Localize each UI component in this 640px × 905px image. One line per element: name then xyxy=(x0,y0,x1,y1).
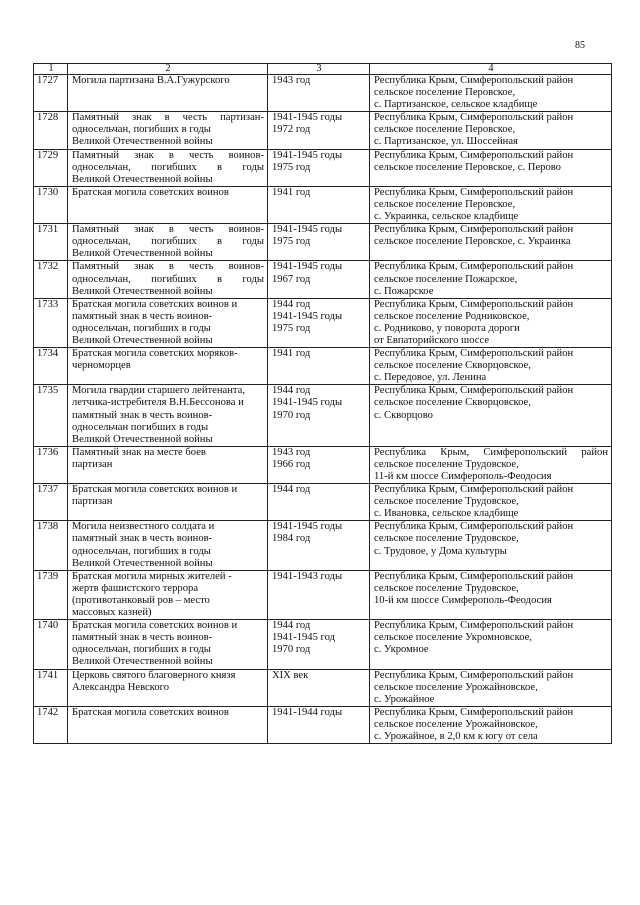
year-cell xyxy=(268,669,370,706)
location-line: сельское поселение Урожайновское, xyxy=(374,718,538,730)
monument-name-line: односельчан погибших в годы xyxy=(72,421,209,433)
year-line: 1943 год xyxy=(272,75,311,86)
year-line: 1966 год xyxy=(272,458,311,470)
monument-name-line: односельчан, погибших в годы xyxy=(72,124,211,136)
location-line: Республика Крым, Симферопольский район xyxy=(374,620,574,632)
monument-name-line: Братская могила советских воинов и xyxy=(72,298,238,310)
row-number: 1738 xyxy=(34,521,68,570)
location-line: Республика Крым, Симферопольский район xyxy=(374,261,574,273)
table-row xyxy=(34,669,612,706)
location-line: сельское поселение Перовское, xyxy=(374,198,516,210)
location-cell xyxy=(370,186,612,223)
year-cell xyxy=(268,261,370,298)
location-line: 10-й км шоссе Симферополь-Феодосия xyxy=(374,594,552,606)
location-line: сельское поселение Скворцовское, xyxy=(374,397,531,409)
year-cell xyxy=(268,186,370,223)
monument-name-cell xyxy=(68,224,268,261)
location-line: с. Трудовое, у Дома культуры xyxy=(374,545,507,557)
location-cell xyxy=(370,224,612,261)
monument-name-line: Памятный знак в честь воинов- xyxy=(72,224,264,236)
monument-name-line: партизан xyxy=(72,496,113,508)
monument-name-line: Могила гвардии старшего лейтенанта, xyxy=(72,385,246,397)
location-line: с. Укромное xyxy=(374,644,429,656)
monument-name-line: Великой Отечественной войны xyxy=(72,557,213,569)
monument-name-line: Братская могила советских воинов xyxy=(72,186,229,198)
table-row xyxy=(34,149,612,186)
monument-name-line: односельчан, погибших в годы xyxy=(72,161,264,173)
monument-name-line: памятный знак в честь воинов- xyxy=(72,310,213,322)
row-number: 1739 xyxy=(34,570,68,619)
monument-name-cell xyxy=(68,112,268,149)
location-line: с. Урожайное, в 2,0 км к югу от села xyxy=(374,730,538,742)
monument-name-line: партизан xyxy=(72,458,113,470)
year-line: 1944 год xyxy=(272,298,311,310)
year-cell xyxy=(268,149,370,186)
monuments-table xyxy=(33,63,612,744)
row-number: 1737 xyxy=(34,484,68,521)
row-number: 1728 xyxy=(34,112,68,149)
year-line: 1941-1945 годы xyxy=(272,521,343,533)
row-number: 1731 xyxy=(34,224,68,261)
monument-name-line: памятный знак в честь воинов- xyxy=(72,632,213,644)
year-line: 1941 год xyxy=(272,348,311,360)
year-line: 1970 год xyxy=(272,409,311,421)
location-cell xyxy=(370,112,612,149)
year-cell xyxy=(268,446,370,483)
location-line: сельское поселение Перовское, с. Украинка xyxy=(374,236,571,248)
monument-name-line: односельчан, погибших в годы xyxy=(72,273,264,285)
monument-name-cell xyxy=(68,298,268,347)
location-line: с. Родниково, у поворота дороги xyxy=(374,322,520,334)
location-line: сельское поселение Пожарское, xyxy=(374,273,518,285)
location-line: Республика Крым, Симферопольский район xyxy=(374,186,574,198)
location-cell xyxy=(370,298,612,347)
year-line: 1941-1945 годы xyxy=(272,397,343,409)
table-row xyxy=(34,224,612,261)
table-row xyxy=(34,112,612,149)
location-line: Республика Крым, Симферопольский район xyxy=(374,706,574,718)
monument-name-cell xyxy=(68,186,268,223)
location-line: сельское поселение Укромновское, xyxy=(374,632,532,644)
location-line: Республика Крым, Симферопольский район xyxy=(374,570,574,582)
location-line: Республика Крым, Симферопольский район xyxy=(374,224,574,236)
location-line: с. Украинка, сельское кладбище xyxy=(374,211,519,223)
year-line: 1943 год xyxy=(272,446,311,458)
monument-name-line: Могила партизана В.А.Гужурского xyxy=(72,75,230,86)
location-line: сельское поселение Родниковское, xyxy=(374,310,530,322)
header-row xyxy=(34,64,612,75)
year-cell xyxy=(268,112,370,149)
table-row xyxy=(34,706,612,743)
monument-name-line: Памятный знак в честь воинов- xyxy=(72,149,264,161)
monument-name-cell xyxy=(68,620,268,669)
monument-name-line: памятный знак в честь воинов- xyxy=(72,409,213,421)
table-row xyxy=(34,521,612,570)
location-line: сельское поселение Урожайновское, xyxy=(374,681,538,693)
location-line: Республика Крым, Симферопольский район xyxy=(374,75,574,86)
year-line: 1972 год xyxy=(272,124,311,136)
year-line: 1944 год xyxy=(272,484,311,496)
monument-name-line: Великой Отечественной войны xyxy=(72,334,213,346)
location-cell xyxy=(370,385,612,446)
table-row xyxy=(34,261,612,298)
column-header: 1 xyxy=(34,64,68,75)
year-line: 1975 год xyxy=(272,236,311,248)
monument-name-cell xyxy=(68,570,268,619)
location-cell xyxy=(370,620,612,669)
monument-name-line: Братская могила советских моряков- xyxy=(72,348,238,360)
row-number: 1729 xyxy=(34,149,68,186)
year-line: 1984 год xyxy=(272,533,311,545)
location-line: 11-й км шоссе Симферополь-Феодосия xyxy=(374,471,552,482)
row-number: 1742 xyxy=(34,706,68,743)
location-line: сельское поселение Перовское, xyxy=(374,124,516,136)
monument-name-line: Памятный знак в честь партизан- xyxy=(72,112,264,124)
location-cell xyxy=(370,706,612,743)
table-row xyxy=(34,570,612,619)
monument-name-cell xyxy=(68,484,268,521)
location-line: от Евпаторийского шоссе xyxy=(374,334,490,346)
year-cell xyxy=(268,348,370,385)
year-line: XIX век xyxy=(272,669,309,681)
year-line: 1975 год xyxy=(272,161,311,173)
monument-name-cell xyxy=(68,75,268,112)
monument-name-line: Великой Отечественной войны xyxy=(72,136,213,148)
monument-name-cell xyxy=(68,261,268,298)
monument-name-cell xyxy=(68,669,268,706)
year-cell xyxy=(268,521,370,570)
row-number: 1741 xyxy=(34,669,68,706)
monument-name-line: Великой Отечественной войны xyxy=(72,285,213,297)
location-line: Республика Крым, Симферопольский район xyxy=(374,669,574,681)
monument-name-line: Александра Невского xyxy=(72,681,170,693)
monument-name-line: односельчан, погибших в годы xyxy=(72,236,264,248)
year-cell xyxy=(268,570,370,619)
monument-name-line: Великой Отечественной войны xyxy=(72,433,213,445)
row-number: 1727 xyxy=(34,75,68,112)
row-number: 1735 xyxy=(34,385,68,446)
year-line: 1970 год xyxy=(272,644,311,656)
location-cell xyxy=(370,75,612,112)
monument-name-line: Братская могила мирных жителей - xyxy=(72,570,232,582)
location-cell xyxy=(370,570,612,619)
year-line: 1944 год xyxy=(272,620,311,632)
monument-name-line: памятный знак в честь воинов- xyxy=(72,533,213,545)
table-body xyxy=(34,75,612,744)
year-cell xyxy=(268,484,370,521)
monument-name-line: Великой Отечественной войны xyxy=(72,173,213,185)
location-line: Республика Крым, Симферопольский район xyxy=(374,298,574,310)
year-cell xyxy=(268,298,370,347)
row-number: 1736 xyxy=(34,446,68,483)
table-row xyxy=(34,75,612,112)
location-cell xyxy=(370,261,612,298)
location-cell xyxy=(370,149,612,186)
monument-name-line: летчика-истребителя В.Н.Бессонова и xyxy=(72,397,244,409)
year-cell xyxy=(268,75,370,112)
monument-name-line: Великой Отечественной войны xyxy=(72,656,213,668)
monument-name-line: Великой Отечественной войны xyxy=(72,248,213,260)
location-line: сельское поселение Перовское, с. Перово xyxy=(374,161,561,173)
location-line: Республика Крым, Симферопольский район xyxy=(374,385,574,397)
location-cell xyxy=(370,484,612,521)
year-line: 1941-1944 годы xyxy=(272,706,343,718)
monument-name-line: Церковь святого благоверного князя xyxy=(72,669,236,681)
monument-name-line: Братская могила советских воинов и xyxy=(72,484,238,496)
monument-name-line: односельчан, погибших в годы xyxy=(72,644,211,656)
table-row xyxy=(34,385,612,446)
location-line: с. Партизанское, сельское кладбище xyxy=(374,99,538,111)
page-number: 85 xyxy=(575,40,585,51)
monument-name-cell xyxy=(68,348,268,385)
monument-name-line: массовых казней) xyxy=(72,607,152,619)
location-line: с. Скворцово xyxy=(374,409,433,421)
monument-name-line: Могила неизвестного солдата и xyxy=(72,521,215,533)
table-row xyxy=(34,446,612,483)
location-line: Республика Крым, Симферопольский район xyxy=(374,348,574,360)
year-cell xyxy=(268,224,370,261)
column-header: 3 xyxy=(268,64,370,75)
location-cell xyxy=(370,446,612,483)
monument-name-line: Братская могила советских воинов xyxy=(72,706,229,718)
location-line: сельское поселение Трудовское, xyxy=(374,582,519,594)
monument-name-line: черноморцев xyxy=(72,360,131,372)
year-cell xyxy=(268,385,370,446)
location-line: с. Урожайное xyxy=(374,693,435,705)
location-line: с. Пожарское xyxy=(374,285,434,297)
year-line: 1941-1945 годы xyxy=(272,112,343,124)
table-row xyxy=(34,484,612,521)
location-line: Республика Крым, Симферопольский район xyxy=(374,446,608,458)
year-cell xyxy=(268,620,370,669)
location-line: Республика Крым, Симферопольский район xyxy=(374,149,574,161)
monument-name-line: Братская могила советских воинов и xyxy=(72,620,238,632)
location-line: Республика Крым, Симферопольский район xyxy=(374,112,574,124)
location-line: с. Передовое, ул. Ленина xyxy=(374,372,487,384)
monument-name-line: Памятный знак в честь воинов- xyxy=(72,261,264,273)
year-cell xyxy=(268,706,370,743)
location-line: сельское поселение Скворцовское, xyxy=(374,360,531,372)
monument-name-cell xyxy=(68,521,268,570)
column-header: 2 xyxy=(68,64,268,75)
year-line: 1975 год xyxy=(272,322,311,334)
location-line: сельское поселение Перовское, xyxy=(374,87,516,99)
location-line: Республика Крым, Симферопольский район xyxy=(374,484,574,496)
location-line: сельское поселение Трудовское, xyxy=(374,496,519,508)
monument-name-cell xyxy=(68,385,268,446)
year-line: 1941-1945 год xyxy=(272,632,336,644)
location-line: сельское поселение Трудовское, xyxy=(374,533,519,545)
year-line: 1941-1945 годы xyxy=(272,310,343,322)
location-cell xyxy=(370,669,612,706)
monument-name-line: жертв фашистского террора xyxy=(72,582,199,594)
location-cell xyxy=(370,348,612,385)
location-line: с. Ивановка, сельское кладбище xyxy=(374,508,519,520)
year-line: 1941-1945 годы xyxy=(272,261,343,273)
location-line: с. Партизанское, ул. Шоссейная xyxy=(374,136,518,148)
year-line: 1941-1945 годы xyxy=(272,224,343,236)
year-line: 1941-1945 годы xyxy=(272,149,343,161)
monument-name-cell xyxy=(68,149,268,186)
location-line: сельское поселение Трудовское, xyxy=(374,458,519,470)
year-line: 1941-1943 годы xyxy=(272,570,343,582)
row-number: 1733 xyxy=(34,298,68,347)
monument-name-line: (противотанковый ров – место xyxy=(72,594,210,606)
table-row xyxy=(34,186,612,223)
location-cell xyxy=(370,521,612,570)
location-line: Республика Крым, Симферопольский район xyxy=(374,521,574,533)
monument-name-line: односельчан, погибших в годы xyxy=(72,322,211,334)
monument-name-line: односельчан, погибших в годы xyxy=(72,545,211,557)
column-header: 4 xyxy=(370,64,612,75)
row-number: 1730 xyxy=(34,186,68,223)
year-line: 1967 год xyxy=(272,273,311,285)
monument-name-cell xyxy=(68,706,268,743)
table-row xyxy=(34,620,612,669)
year-line: 1941 год xyxy=(272,186,311,198)
row-number: 1740 xyxy=(34,620,68,669)
monument-name-line: Памятный знак на месте боев xyxy=(72,446,206,458)
table-row xyxy=(34,348,612,385)
table-row xyxy=(34,298,612,347)
year-line: 1944 год xyxy=(272,385,311,397)
monument-name-cell xyxy=(68,446,268,483)
row-number: 1732 xyxy=(34,261,68,298)
row-number: 1734 xyxy=(34,348,68,385)
